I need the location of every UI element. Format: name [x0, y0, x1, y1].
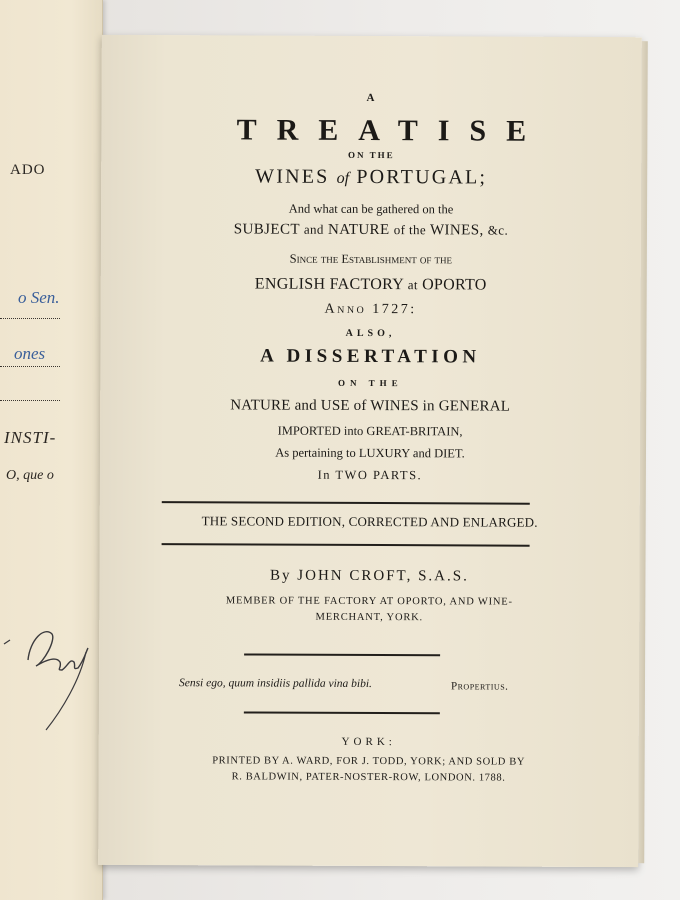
subtitle-wines [141, 165, 601, 190]
handwritten-signature [0, 600, 102, 740]
etc-word: &c. [487, 222, 509, 238]
title-article: A [366, 91, 377, 105]
parts-line: In TWO PARTS. [317, 467, 423, 483]
horizontal-rule [162, 543, 530, 547]
subject-of: of the [393, 222, 427, 238]
left-facing-page [0, 0, 103, 900]
title-connector: ON THE [347, 149, 395, 161]
imprint-line: PRINTED BY A. WARD, FOR J. TODD, YORK; AND SOLD BY [212, 755, 526, 768]
epigraph-author: Propertius. [450, 680, 509, 693]
subject-word: SUBJECT [233, 221, 300, 238]
horizontal-rule [244, 653, 440, 656]
author-line: By JOHN CROFT, S.A.S. [269, 567, 469, 585]
wines-word-2: WINES, [429, 222, 484, 239]
main-title: TREATISE [236, 113, 547, 148]
factory-line [141, 275, 601, 295]
also-line: ALSO, [345, 327, 396, 340]
horizontal-rule [162, 501, 530, 505]
horizontal-rule [244, 711, 440, 714]
dotted-line [0, 366, 60, 367]
factory-city: OPORTO [422, 276, 487, 294]
pertaining-line: As pertaining to LUXURY and DIET. [275, 445, 465, 461]
since-line: Since the Establishment of the [289, 251, 453, 267]
imprint-line: R. BALDWIN, PATER-NOSTER-ROW, LONDON. 1788. [231, 771, 506, 784]
year-line: Anno 1727: [324, 301, 417, 318]
title-connector: ON THE [337, 377, 403, 389]
handwritten-note: o Sen. [18, 288, 60, 307]
imprint-place: YORK: [341, 735, 396, 749]
left-page-fragment: INSTI- [4, 428, 57, 447]
nature-word: NATURE [327, 221, 390, 239]
wines-word: WINES [255, 165, 330, 188]
nature-line: NATURE and USE of WINES in GENERAL [230, 397, 511, 415]
wines-of: of [336, 169, 350, 187]
dotted-line [0, 400, 60, 401]
subject-line [141, 221, 601, 240]
dotted-line [0, 318, 60, 319]
wines-portugal: PORTUGAL; [356, 165, 488, 189]
handwritten-note: ones [14, 344, 46, 363]
edition-line: THE SECOND EDITION, CORRECTED AND ENLARGED. [201, 513, 538, 530]
left-page-fragment: ADO [10, 162, 46, 178]
author-affiliation: MERCHANT, YORK. [315, 611, 423, 624]
factory-name: ENGLISH FACTORY [254, 275, 404, 294]
imported-line: IMPORTED into GREAT-BRITAIN, [277, 423, 463, 439]
title-page [98, 35, 642, 867]
epigraph: Sensi ego, quum insidiis pallida vina bibi. [178, 677, 372, 691]
dissertation-title: A DISSERTATION [260, 345, 481, 368]
factory-at: at [407, 277, 418, 293]
author-affiliation: MEMBER OF THE FACTORY AT OPORTO, AND WINE- [225, 595, 513, 608]
left-page-fragment: O, que o [6, 468, 54, 483]
subtitle-line: And what can be gathered on the [288, 201, 454, 217]
subject-and: and [303, 221, 324, 237]
